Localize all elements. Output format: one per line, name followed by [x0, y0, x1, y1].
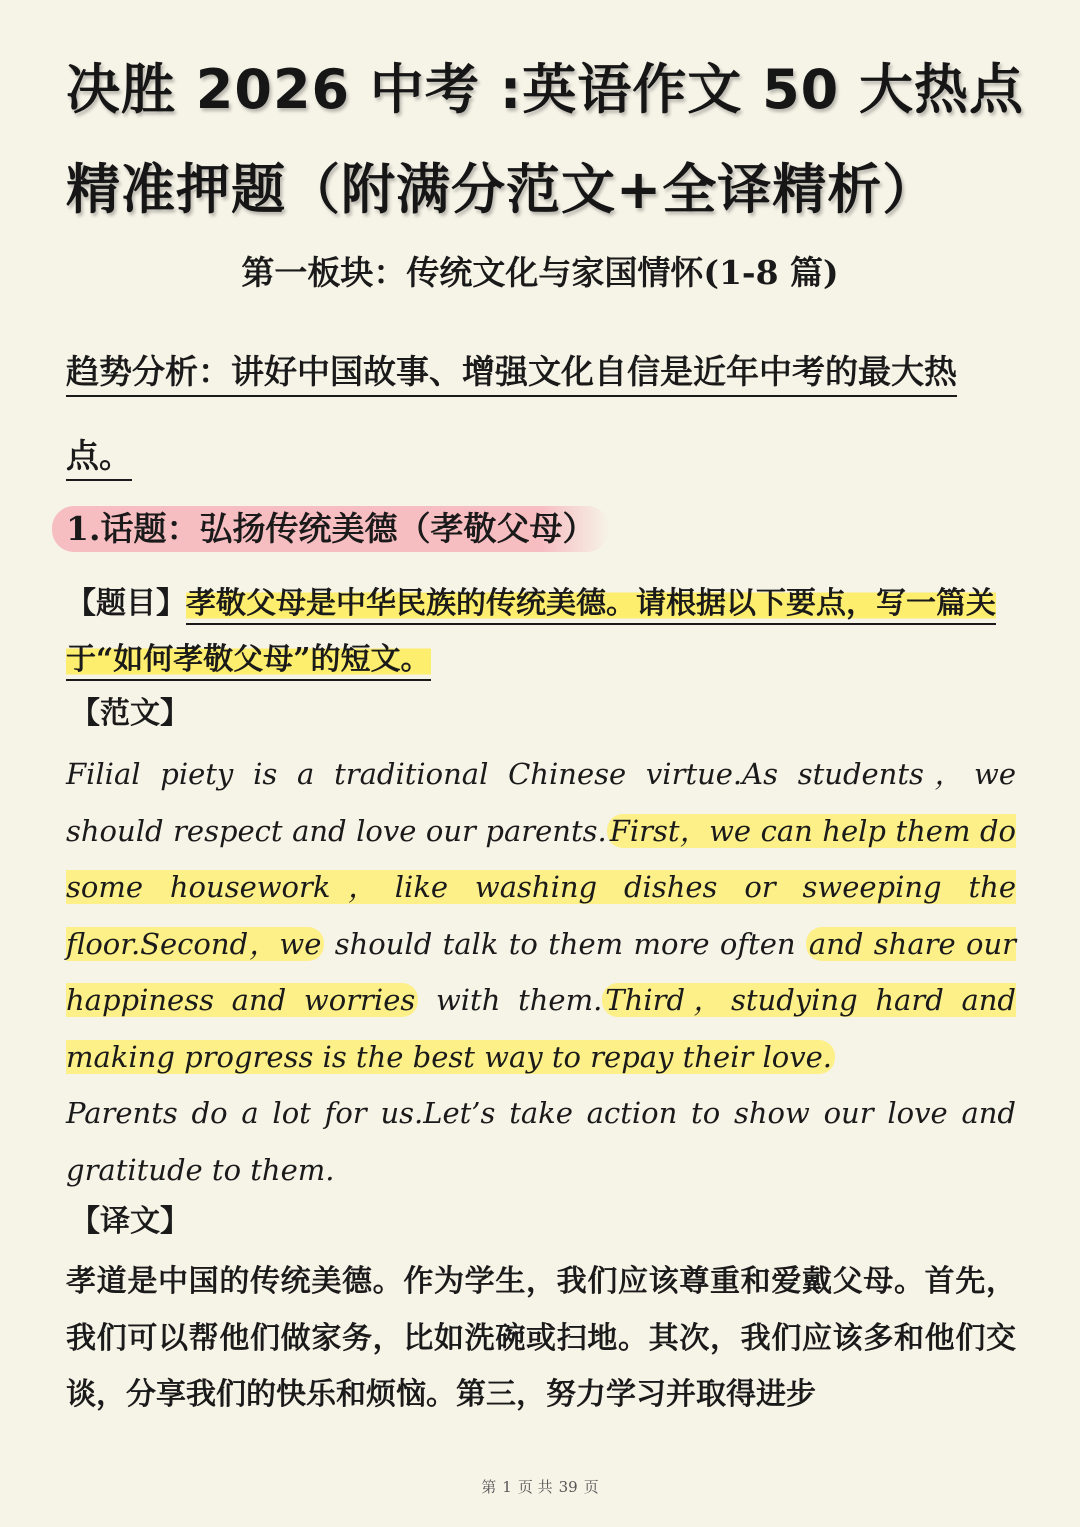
section-heading: 第一板块：传统文化与家国情怀(1-8 篇)	[241, 253, 839, 292]
question-text: 孝敬父母是中华民族的传统美德。请根据以下要点，写一篇关于“如何孝敬父母”的短文。	[66, 586, 996, 681]
model-essay	[66, 746, 1016, 1198]
footer-middle: 页 共	[517, 1478, 553, 1496]
essay-text: with them.	[418, 983, 603, 1017]
question-block	[66, 576, 1016, 688]
footer-page-number: 1	[502, 1478, 512, 1496]
essay-text: Filial piety is a traditional Chinese virtue.As students，we should respect and love our parents.	[66, 757, 1016, 848]
translation-label: 【译文】	[70, 1204, 190, 1239]
trend-analysis-text: 趋势分析：讲好中国故事、增强文化自信是近年中考的最大热点。	[66, 352, 957, 481]
essay-paragraph-2: Parents do a lot for us.Let’s take action to show our love and gratitude to them.	[66, 1096, 1016, 1187]
essay-paragraph-1	[66, 746, 1016, 1085]
topic-heading: 1.话题：弘扬传统美德（孝敬父母）	[52, 506, 609, 552]
essay-text: should talk to them more often	[324, 926, 796, 961]
footer-suffix: 页	[583, 1478, 599, 1496]
footer-prefix: 第	[481, 1478, 497, 1496]
essay-highlight: Third，studying hard and making progress is the best way to repay their love.	[66, 983, 1016, 1074]
trend-analysis	[66, 330, 1016, 498]
translation-text: 孝道是中国的传统美德。作为学生，我们应该尊重和爱戴父母。首先，我们可以帮他们做家务，比如洗碗或扫地。其次，我们应该多和他们交谈，分享我们的快乐和烦恼。第三，努力学习并取得进步	[66, 1264, 1016, 1412]
question-label: 【题目】	[66, 586, 186, 621]
model-essay-label: 【范文】	[70, 696, 190, 731]
essay-highlight: First，we can help them do some housework，like washing dishes or sweeping the floor.Second，we	[66, 813, 1016, 961]
document-title: 决胜 2026 中考 :英语作文 50 大热点精准押题（附满分范文+全译精析）	[66, 58, 1025, 221]
page-footer	[0, 1476, 1080, 1498]
footer-total-pages: 39	[558, 1478, 578, 1496]
essay-highlight: and share our happiness and worries	[66, 926, 1016, 1017]
